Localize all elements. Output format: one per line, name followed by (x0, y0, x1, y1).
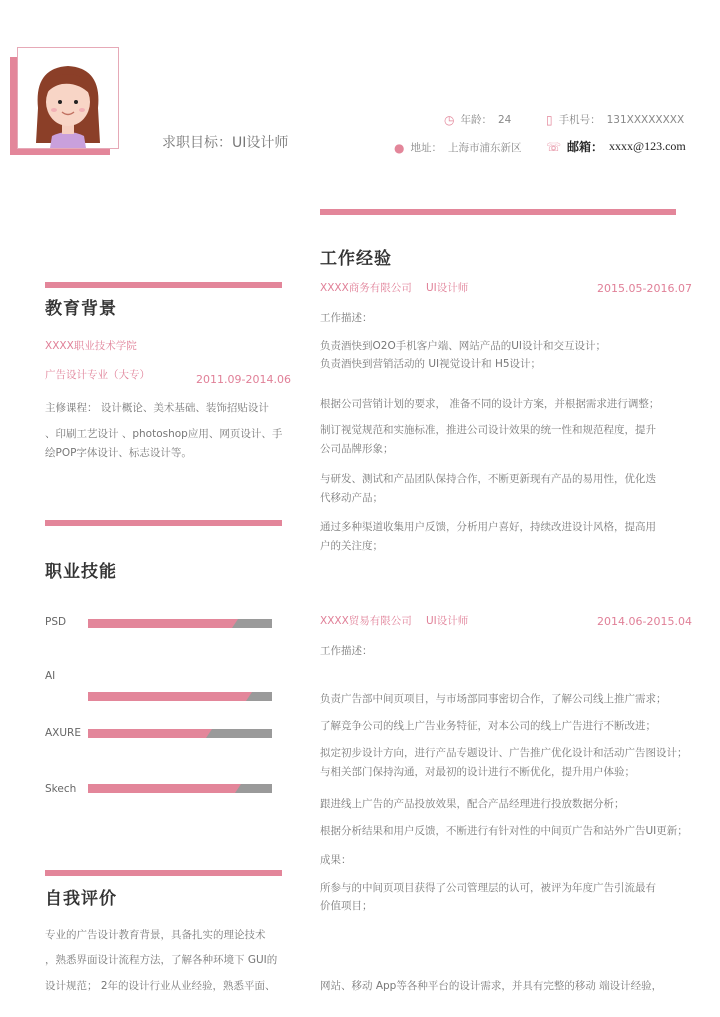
skill-bar-skech (88, 784, 272, 793)
major: 广告设计专业（大专） (45, 369, 150, 381)
skill-label: AXURE (45, 727, 81, 739)
job-date: 2014.06-2015.04 (597, 615, 692, 628)
skill-label: PSD (45, 616, 67, 628)
section-divider (45, 282, 282, 288)
contact-icon: ☏ (546, 139, 562, 154)
skill-bar-psd (88, 619, 272, 628)
job-line: 负责酒快到O2O手机客户端、网站产品的UI设计和交互设计； (320, 340, 606, 352)
skill-label: AI (45, 670, 56, 682)
email-value[interactable]: xxxx@123.com (609, 139, 686, 153)
location-pin-icon: ● (394, 140, 405, 155)
job-line: 根据分析结果和用户反馈，不断进行有针对性的中间页广告和站外广告UI更新； (320, 825, 688, 837)
address-info (394, 140, 521, 155)
job-line: 与研发、测试和产品团队保持合作，不断更新现有产品的易用性，优化迭 (320, 473, 656, 485)
school-name: XXXX职业技术学院 (45, 340, 137, 352)
job-objective: 求职目标：UI设计师 (162, 135, 289, 151)
education-date: 2011.09-2014.06 (196, 373, 291, 386)
section-divider (45, 870, 282, 876)
skill-fill (88, 619, 232, 628)
skill-fill (88, 784, 235, 793)
course-line: 、印刷工艺设计 、photoshop应用、网页设计、手 (45, 428, 283, 440)
skills-title: 职业技能 (45, 562, 117, 582)
phone-value: 131XXXXXXXX (606, 113, 685, 126)
job-company: XXXX商务有限公司 (320, 282, 412, 294)
education-title: 教育背景 (45, 299, 117, 319)
job-line: 成果： (320, 854, 352, 866)
job-line: 通过多种渠道收集用户反馈，分析用户喜好，持续改进设计风格，提高用 (320, 521, 656, 533)
age-value: 24 (497, 113, 512, 126)
phone-label: 手机号： (558, 114, 601, 126)
skill-bar-ai (88, 692, 272, 701)
work-title: 工作经验 (320, 249, 392, 269)
job-company: XXXX贸易有限公司 (320, 615, 412, 627)
job-line: 与相关部门保持沟通，对最初的设计进行不断优化，提升用户体验； (320, 766, 635, 778)
age-info (444, 112, 511, 127)
email-info (546, 138, 686, 155)
address-value: 上海市浦东新区 (447, 142, 522, 154)
skill-bar-axure (88, 729, 272, 738)
avatar (17, 47, 119, 149)
job-line: 跟进线上广告的产品投放效果，配合产品经理进行投放数据分析； (320, 798, 625, 810)
job-desc-label: 工作描述： (320, 645, 373, 657)
job-line: 根据公司营销计划的要求， 准备不同的设计方案，并根据需求进行调整； (320, 398, 660, 410)
job-line: 价值项目； (320, 900, 373, 912)
self-eval-title: 自我评价 (45, 889, 117, 909)
job-line: 制订视觉规范和实施标准，推进公司设计效果的统一性和规范程度，提升 (320, 424, 656, 436)
self-eval-line: ，熟悉界面设计流程方法，了解各种环境下 GUI的 (45, 954, 278, 966)
age-label: 年龄： (460, 114, 492, 126)
trailing-line: 网站、移动 App等各种平台的设计需求，并具有完整的移动 端设计经验， (320, 980, 663, 992)
clock-icon: ◷ (444, 112, 455, 127)
job-line: 代移动产品； (320, 492, 383, 504)
job-line: 拟定初步设计方向，进行产品专题设计、广告推广优化设计和活动广告图设计； (320, 747, 688, 759)
skill-fill (88, 729, 206, 738)
phone-info (546, 112, 684, 127)
section-divider (320, 209, 676, 215)
skill-label: Skech (45, 783, 77, 795)
job-role: UI设计师 (426, 282, 469, 294)
mobile-phone-icon: ▯ (546, 112, 553, 127)
job-desc-label: 工作描述： (320, 312, 373, 324)
job-line: 负责广告部中间页项目，与市场部同事密切合作，了解公司线上推广需求； (320, 693, 667, 705)
course-line: 主修课程： 设计概论、美术基础、装饰招贴设计 (45, 402, 269, 414)
job-line: 负责酒快到营销活动的 UI视觉设计和 H5设计； (320, 358, 542, 370)
job-line: 所参与的中间页项目获得了公司管理层的认可，被评为年度广告引流最有 (320, 882, 656, 894)
course-line: 绘POP字体设计、标志设计等。 (45, 447, 192, 459)
job-line: 户的关注度； (320, 540, 383, 552)
job-role: UI设计师 (426, 615, 469, 627)
job-line: 了解竞争公司的线上广告业务特征，对本公司的线上广告进行不断改进； (320, 720, 656, 732)
job-date: 2015.05-2016.07 (597, 282, 692, 295)
email-label: 邮箱： (567, 140, 604, 154)
skill-fill (88, 692, 246, 701)
avatar-illustration-icon (18, 48, 118, 148)
job-line: 公司品牌形象； (320, 443, 394, 455)
section-divider (45, 520, 282, 526)
self-eval-line: 专业的广告设计教育背景，具备扎实的理论技术 (45, 929, 266, 941)
address-label: 地址： (410, 142, 442, 154)
self-eval-line: 设计规范； 2年的设计行业从业经验，熟悉平面、 (45, 980, 276, 992)
